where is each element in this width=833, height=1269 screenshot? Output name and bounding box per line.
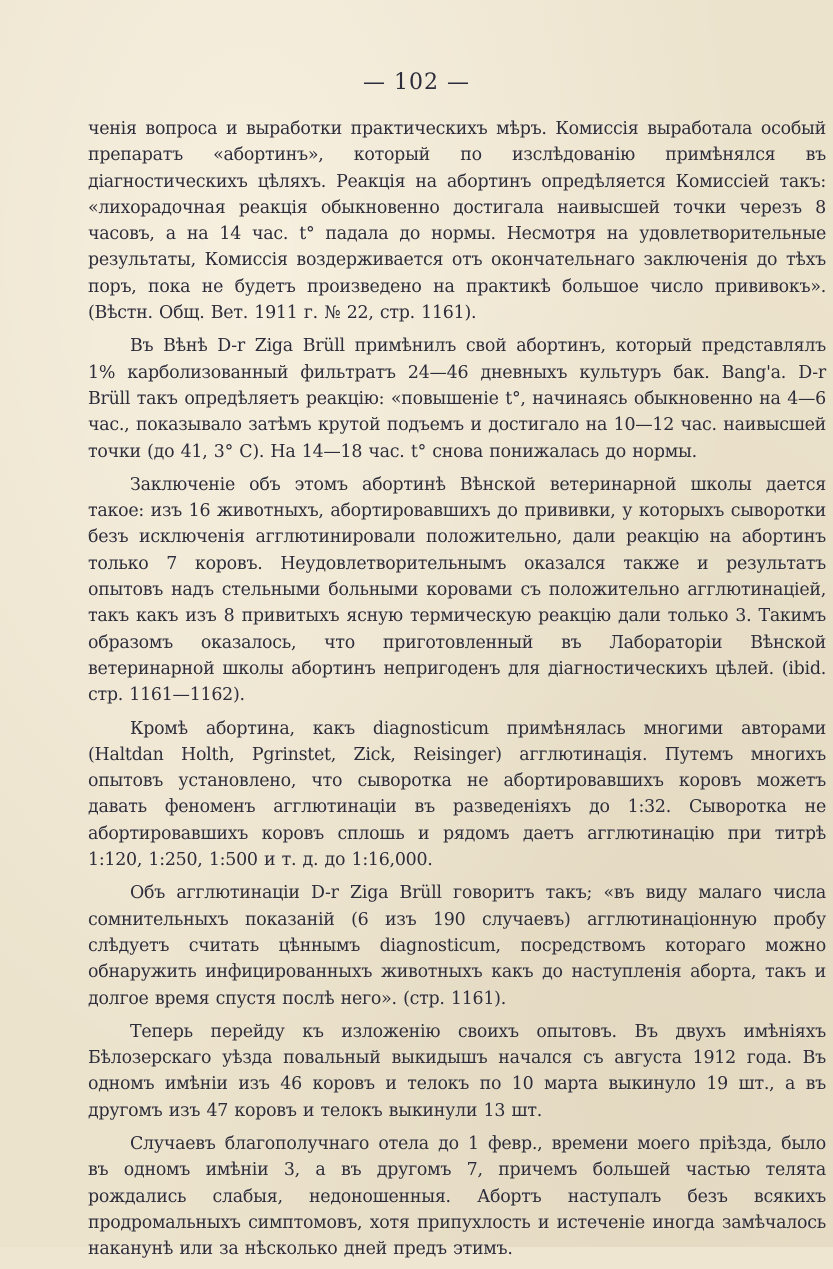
paragraph-own-experiments: Теперь перейду къ изложенію своихъ опытовъ. Въ двухъ имѣніяхъ Бѣлозерскаго уѣзда повальный выкидышъ начался съ августа 1912 года. Въ одномъ имѣніи изъ 46 коровъ и телокъ по 10 марта выкинуло 19 шт., а въ другомъ изъ 47 коровъ и телокъ выкинули 13 шт. — [88, 1021, 826, 1121]
page-number: — 102 — — [363, 70, 470, 95]
paragraph-agglutination: Кромѣ абортина, какъ diagnosticum примѣнялась многими авторами (Haltdan Holth, Pgrinstet, Zick, Reisinger) агглютинація. Путемъ многихъ опытовъ установлено, что сыворотка не абортировавшихъ коровъ можетъ давать феноменъ агглютинаціи въ разведеніяхъ до 1:32. Сыворотка не абортировавшихъ коровъ сплошь и рядомъ даетъ агглютинацію при титрѣ 1:120, 1:250, 1:500 и т. д. до 1:16,000. — [88, 718, 826, 871]
paragraph-calving-cases: Случаевъ благополучнаго отела до 1 февр., времени моего пріѣзда, было въ одномъ имѣніи 3, а въ другомъ 7, причемъ большей частью телята рождались слабыя, недоношенныя. Абортъ наступалъ безъ всякихъ продромальныхъ симптомовъ, хотя припухлость и истеченіе иногда замѣчалось наканунѣ или за нѣсколько дней предъ этимъ. — [88, 1133, 826, 1260]
paragraph-brull-agglutination: Объ агглютинаціи D-r Ziga Brüll говоритъ такъ; «въ виду малаго числа сомнительныхъ показаній (6 изъ 190 случаевъ) агглютинаціонную пробу слѣдуетъ считать цѣннымъ diagnosticum, посредствомъ котораго можно обнаружить инфицированныхъ животныхъ какъ до наступленія аборта, такъ и долгое время спустя послѣ него». (стр. 1161). — [88, 883, 826, 1009]
body-text — [88, 116, 826, 1269]
paragraph-continuation: ченія вопроса и выработки практическихъ мѣръ. Комиссія выработала особый препаратъ «абортинъ», который по изслѣдованію примѣнялся въ діагностическихъ цѣляхъ. Реакція на абортинъ опредѣляется Комиссіей такъ: «лихорадочная реакція обыкновенно достигала наивысшей точки черезъ 8 часовъ, а на 14 час. t° падала до нормы. Несмотря на удовлетворительные результаты, Комиссія воздерживается отъ окончательнаго заключенія до тѣхъ поръ, пока не будетъ произведено на практикѣ большое число прививокъ». (Вѣстн. Общ. Вет. 1911 г. № 22, стр. 1161). — [88, 119, 826, 324]
paragraph-vienna-abortin: Въ Вѣнѣ D-r Ziga Brüll примѣнилъ свой абортинъ, который представлялъ 1% карболизованный фильтратъ 24—46 дневныхъ культуръ бак. Bang'a. D-r Brüll такъ опредѣляетъ реакцію: «повышеніе t°, начинаясь обыкновенно на 4—6 час., показывало затѣмъ крутой подъемъ и достигало на 10—12 час. наивысшей точки (до 41, 3° С). На 14—18 час. t° снова понижалась до нормы. — [88, 336, 826, 462]
paragraph-vienna-conclusion: Заключеніе объ этомъ абортинѣ Вѣнской ветеринарной школы дается такое: изъ 16 животныхъ, абортировавшихъ до прививки, у которыхъ сыворотки безъ исключенія агглютинировали положительно, дали реакцію на абортинъ только 7 коровъ. Неудовлетворительнымъ оказался также и результатъ опытовъ надъ стельными больными коровами съ положительно агглютинаціей, такъ какъ изъ 8 привитыхъ ясную термическую реакцію дали только 3. Такимъ образомъ оказалось, что приготовленный въ Лабораторіи Вѣнской ветеринарной школы абортинъ непригоденъ для діагностическихъ цѣлей. (ibid. стр. 1161—1162). — [88, 474, 826, 706]
